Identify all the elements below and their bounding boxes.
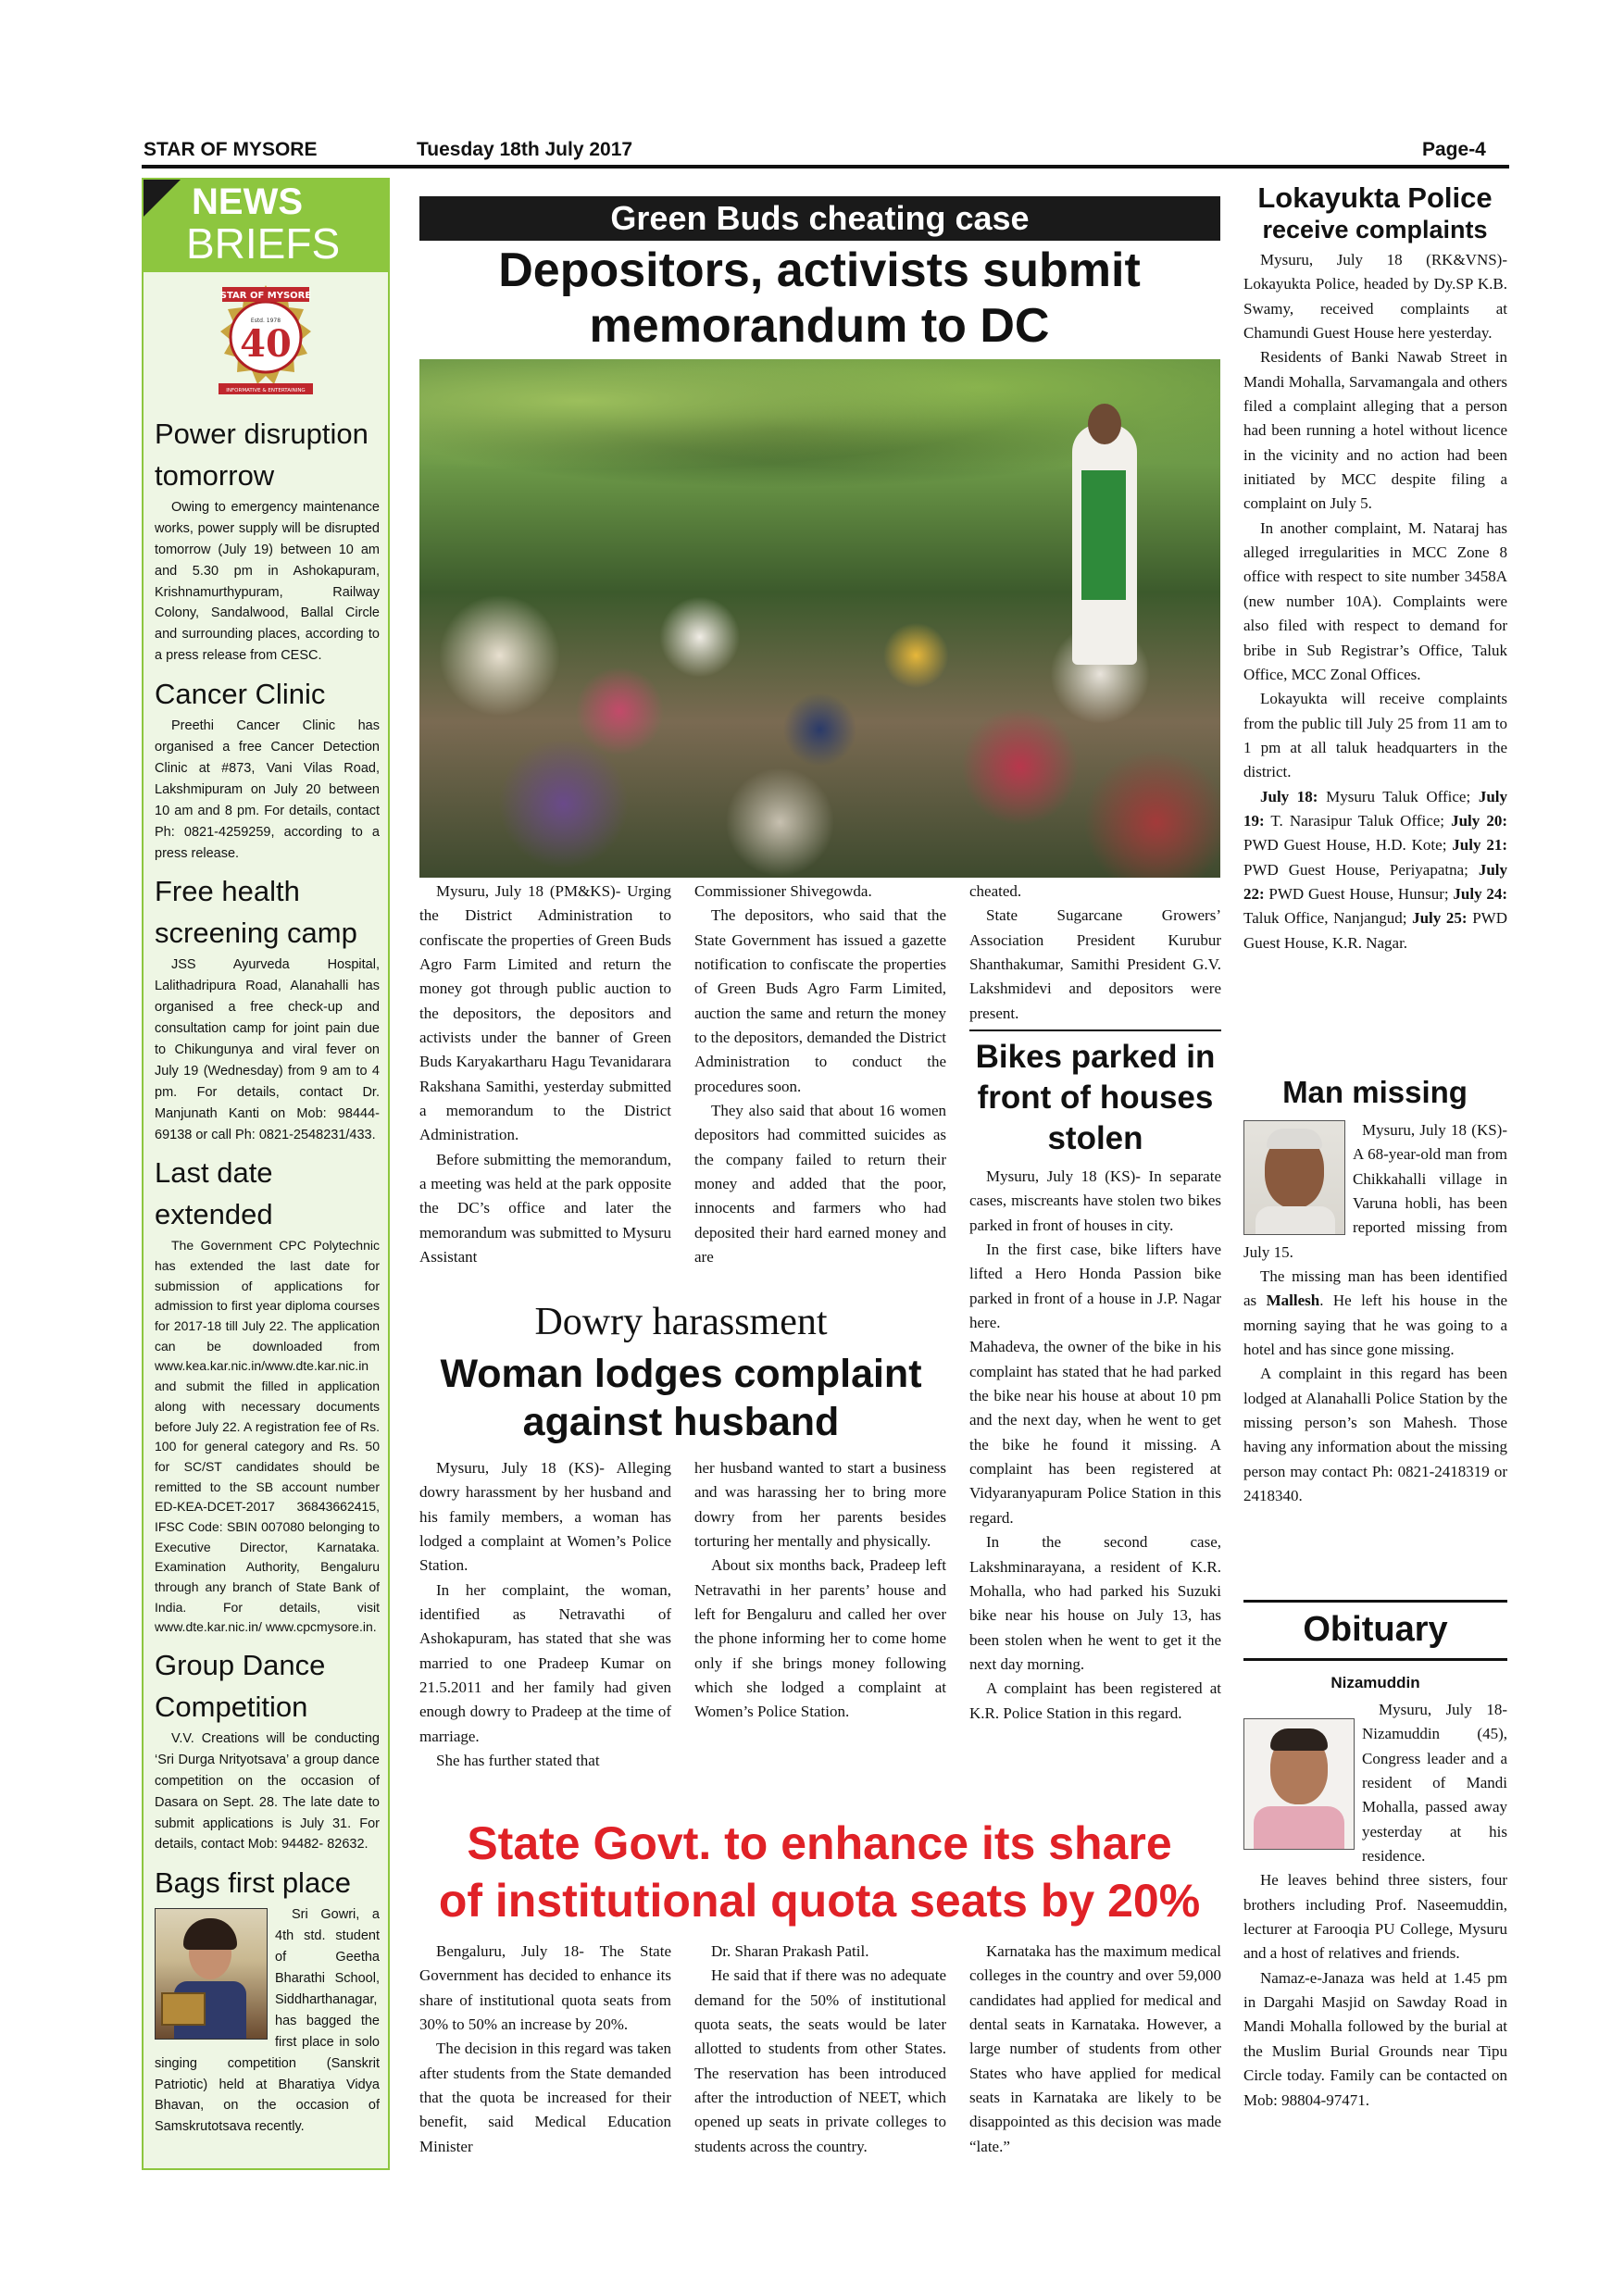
logo-ribbon: INFORMATIVE & ENTERTAINING (226, 388, 306, 393)
logo-estd: Estd. 1978 (250, 318, 281, 324)
obituary-name: Nizamuddin (1330, 1674, 1420, 1691)
brief-heading: Bags first place (155, 1866, 351, 1900)
obituary-box (1243, 1600, 1507, 1661)
briefs-content (144, 414, 388, 2138)
masthead-paper: STAR OF MYSORE (144, 139, 318, 160)
brief-heading: Group Dance Competition (155, 1649, 326, 1723)
bikes-body: Mysuru, July 18 (KS)- In separate cases, miscreants have stolen two bikes parked in front of houses in city. In the first case, bike lifters have lifted a Hero Honda Passion bike parked in front of a house in J.P. Nagar here. Mahadeva, the owner of the bike in his complaint has stated that he had parked the bike near his house at about 10 pm and the next day, when he went to get the bike he found it missing. A complaint has been registered at Vidyaranyapuram Police Station in this regard. In the second case, Lakshminarayana, a resident of K.R. Mohalla, who had parked his Suzuki bike near his house on July 13, has been stolen when he went to get it the next day morning. A complaint has been registered at K.R. Police Station in this regard. (969, 1167, 1221, 1722)
main-headline: Depositors, activists submit memorandum to DC (498, 243, 1141, 353)
brief-dance (155, 1645, 380, 1855)
header-triangle (144, 180, 181, 217)
masthead-date: Tuesday 18th July 2017 (417, 139, 633, 160)
main-col-3: cheated. State Sugarcane Growers’ Association President Kurubur Shanthakumar, Samithi President G.V. Lakshmidevi and depositors were present. (969, 882, 1221, 1022)
lokayukta-headline: Lokayukta Police receive complaints (1257, 181, 1493, 243)
main-col-1: Mysuru, July 18 (PM&KS)- Urging the District Administration to confiscate the properties of Green Buds Agro Farm Limited and return the money got through public auction to the depositors, the depositors and activists under the banner of Green Buds Karyakartharu Hagu Tevanidarara Rakshana Samithi, yesterday submitted a memorandum to the District Administration. Before submitting the memorandum, a meeting was held at the park opposite the DC’s office and later the memorandum was submitted to Mysuru Assistant (419, 882, 671, 1267)
girl-photo (155, 1908, 268, 2040)
bikes-headline: Bikes parked in front of houses stolen (975, 1039, 1216, 1156)
brief-text: Owing to emergency maintenance works, power supply will be disrupted tomorrow (July 19) between 10 am and 5.30 pm in Ashokapuram, Krishnamurthypuram, Railway Colony, Sandalwood, Ballal Circle and surrounding places, according to a press release from CESC. (155, 499, 380, 664)
brief-last-date (155, 1153, 380, 1638)
quota-col-2: Dr. Sharan Prakash Patil. He said that if there was no adequate demand for the 50% of institutional quota seats, the seats would be later allotted to students from other States. The reservation has been introduced after the introduction of NEET, which opened up seats in private colleges to students across the country. (694, 1942, 946, 2155)
obituary-headline: Obituary (1303, 1610, 1448, 1649)
brief-text: Sri Gowri, a 4th std. student of Geetha Bharathi School, Siddharthanagar, has bagged the first place in solo singing competition (Sanskrit Patriotic) held at Bharatiya Vidya Bhavan, on the occasion of Samskrutotsava recently. (155, 1907, 380, 2135)
brief-heading: Free health screening camp (155, 875, 357, 950)
logo-number: 40 (240, 322, 292, 366)
masthead-rule (142, 165, 1509, 168)
anniversary-logo-icon (206, 280, 326, 409)
news-briefs-title-top: NEWS (192, 181, 303, 222)
news-briefs-title-bottom: BRIEFS (186, 219, 341, 268)
missing-headline: Man missing (1282, 1075, 1468, 1109)
dowry-headline: Woman lodges complaint against husband (440, 1352, 922, 1444)
brief-text: V.V. Creations will be conducting ‘Sri Durga Nrityotsava’ a group dance competition on the occasion of Dasara on Sept. 28. The late date to submit applications is July 31. For details, contact Mob: 94482- 82632. (155, 1730, 380, 1853)
lokayukta-body: Mysuru, July 18 (RK&VNS)- Lokayukta Police, headed by Dy.SP K.B. Swamy, received complaints at Chamundi Guest House here yesterday. Residents of Banki Nawab Street in Mandi Mohalla, Sarvamangala and others filed a complaint alleging that a person had been running a hotel without licence in the vicinity and no action had been initiated by MCC despite filing a complaint on July 5. In another complaint, M. Nataraj has alleged irregularities in MCC Zone 8 office with respect to site number 3458A (new number 10A). Complaints were also filed with respect to demand for bribe in Sub Registrar’s Office, Taluk Office, MCC Zonal Offices. Lokayukta will receive complaints from the public till July 25 from 11 am to 1 pm at all taluk headquarters in the district. July 18: Mysuru Taluk Office; July 19: T. Narasipur Taluk Office; July 20: PWD Guest House, H.D. Kote; July 21: PWD Guest House, Periyapatna; July 22: PWD Guest House, Hunsur; July 24: Taluk Office, Nanjangud; July 25: PWD Guest House, K.R. Nagar. (1243, 248, 1507, 955)
brief-cancer (155, 674, 380, 864)
bikes-top-rule (969, 1029, 1221, 1031)
brief-power (155, 414, 380, 667)
obituary-body: Mysuru, July 18- Nizamuddin (45), Congress leader and a resident of Mandi Mohalla, passed away yesterday at his residence. He leaves behind three sisters, four brothers including Prof. Naseemuddin, lecturer at Farooqia PU College, Mysuru and a host of relatives and friends. Namaz-e-Janaza was held at 1.45 pm in Dargahi Masjid on Sawday Road in Mandi Mohalla followed by the burial at the Muslim Burial Grounds near Tipu Circle today. Family can be contacted on Mob: 98804-97471. (1243, 1701, 1507, 2109)
star-of-mysore-40-logo (144, 272, 388, 406)
brief-health (155, 871, 380, 1145)
dowry-kicker: Dowry harassment (534, 1301, 828, 1343)
quota-col-1: Bengaluru, July 18- The State Government has decided to enhance its share of institutional quota seats from 30% to 50% an increase by 20%. The decision in this regard was taken after students from the State demanded that the quota be increased for their benefit, said Medical Education Minister (419, 1942, 671, 2155)
masthead-page: Page-4 (1422, 139, 1486, 160)
news-briefs-sidebar (142, 178, 390, 2170)
main-col-2: Commissioner Shivegowda. The depositors, who said that the State Government has issued a gazette notification to confiscate the properties of Green Buds Agro Farm Limited, auction the same and return the money to the depositors, demanded the District Administration to conduct the procedures soon. They also said that about 16 women depositors had committed suicides as the company failed to return their money and added that the poor, innocents and farmers who had deposited their hard earned money and are (694, 882, 946, 1267)
quota-headline: State Govt. to enhance its share of institutional quota seats by 20% (438, 1817, 1201, 1927)
kicker-banner (419, 196, 1220, 241)
brief-text: Preethi Cancer Clinic has organised a free Cancer Detection Clinic at #873, Vani Vilas Road, Lakshmipuram on July 20 between 10 am and 8 pm. For details, contact Ph: 0821-4259259, according to a press release. (155, 718, 380, 861)
dowry-col-2: her husband wanted to start a business and was harassing her to bring more dowry from her parents besides torturing her mentally and physically. About six months back, Pradeep left Netravathi in her parents’ house and left for Bengaluru and called her over the phone informing her to come home only if she brings money following which she lodged a complaint at Women’s Police Station. (694, 1459, 946, 1721)
nizamuddin-photo (1243, 1718, 1355, 1850)
logo-text-top: STAR OF MYSORE (219, 291, 312, 301)
dowry-col-1: Mysuru, July 18 (KS)- Alleging dowry harassment by her husband and his family members, a woman has lodged a complaint at Women’s Police Station. In her complaint, the woman, identified as Netravathi of Ashokapuram, has stated that she was married to one Pradeep Kumar on 21.5.2011 and her family had given enough dowry to Pradeep at the time of marriage. She has further stated that (419, 1459, 671, 1770)
quota-col-3: Karnataka has the maximum medical colleges in the country and over 59,000 candidates had applied for medical and dental seats in Karnataka. However, a large number of students from other States who have applied for medical seats in Karnataka are likely to be disappointed as this decision was made “late.” (969, 1942, 1221, 2155)
brief-heading: Last date extended (155, 1156, 273, 1231)
missing-man-photo (1243, 1120, 1345, 1235)
brief-first-place (155, 1863, 380, 2138)
brief-heading: Power disruption tomorrow (155, 418, 369, 492)
brief-text: The Government CPC Polytechnic has extended the last date for submission of applications for admission to first year diploma courses for 2017-18 till July 22. The application can be downloaded from www.kea.kar.nic.in/www.dte.kar.nic.in and submit the filled in application along with necessary documents before July 22. A registration fee of Rs. 100 for general category and Rs. 50 for SC/ST candidates should be remitted to the SB account number ED-KEA-DCET-2017 36843662415, IFSC Code: SBIN 007080 belonging to Executive Director, Karnataka. Examination Authority, Bengaluru through any branch of State Bank of India. For details, visit www.dte.kar.nic.in/ www.cpcmysore.in. (155, 1238, 380, 1635)
depositors-meeting-photo (419, 359, 1220, 878)
brief-text: JSS Ayurveda Hospital, Lalithadripura Road, Alanahalli has organised a free check-up and consultation camp for joint pain due to Chikungunya and viral fever on July 19 (Wednesday) from 9 am to 4 pm. For details, contact Dr. Manjunath Kanti on Mob: 98444-69138 or call Ph: 0821-2548231/433. (155, 957, 380, 1142)
lokayukta-schedule: July 18: Mysuru Taluk Office; July 19: T. Narasipur Taluk Office; July 20: PWD Guest House, H.D. Kote; July 21: PWD Guest House, Periyapatna; July 22: PWD Guest House, Hunsur; July 24: Taluk Office, Nanjangud; July 25: PWD Guest House, K.R. Nagar. (1243, 787, 1508, 952)
news-briefs-header (144, 180, 388, 272)
brief-heading: Cancer Clinic (155, 678, 326, 711)
kicker-text: Green Buds cheating case (610, 199, 1030, 237)
missing-body: Mysuru, July 18 (KS)- A 68-year-old man from Chikkahalli village in Varuna hobli, has been reported missing from July 15. The missing man has been identified as Mallesh. He left his house in the morning saying that he was going to a hotel and has since gone missing. A complaint in this regard has been lodged at Alanahalli Police Station by the missing person’s son Mahesh. Those having any information about the missing person may contact Ph: 0821-2418319 or 2418340. (1243, 1121, 1507, 1505)
